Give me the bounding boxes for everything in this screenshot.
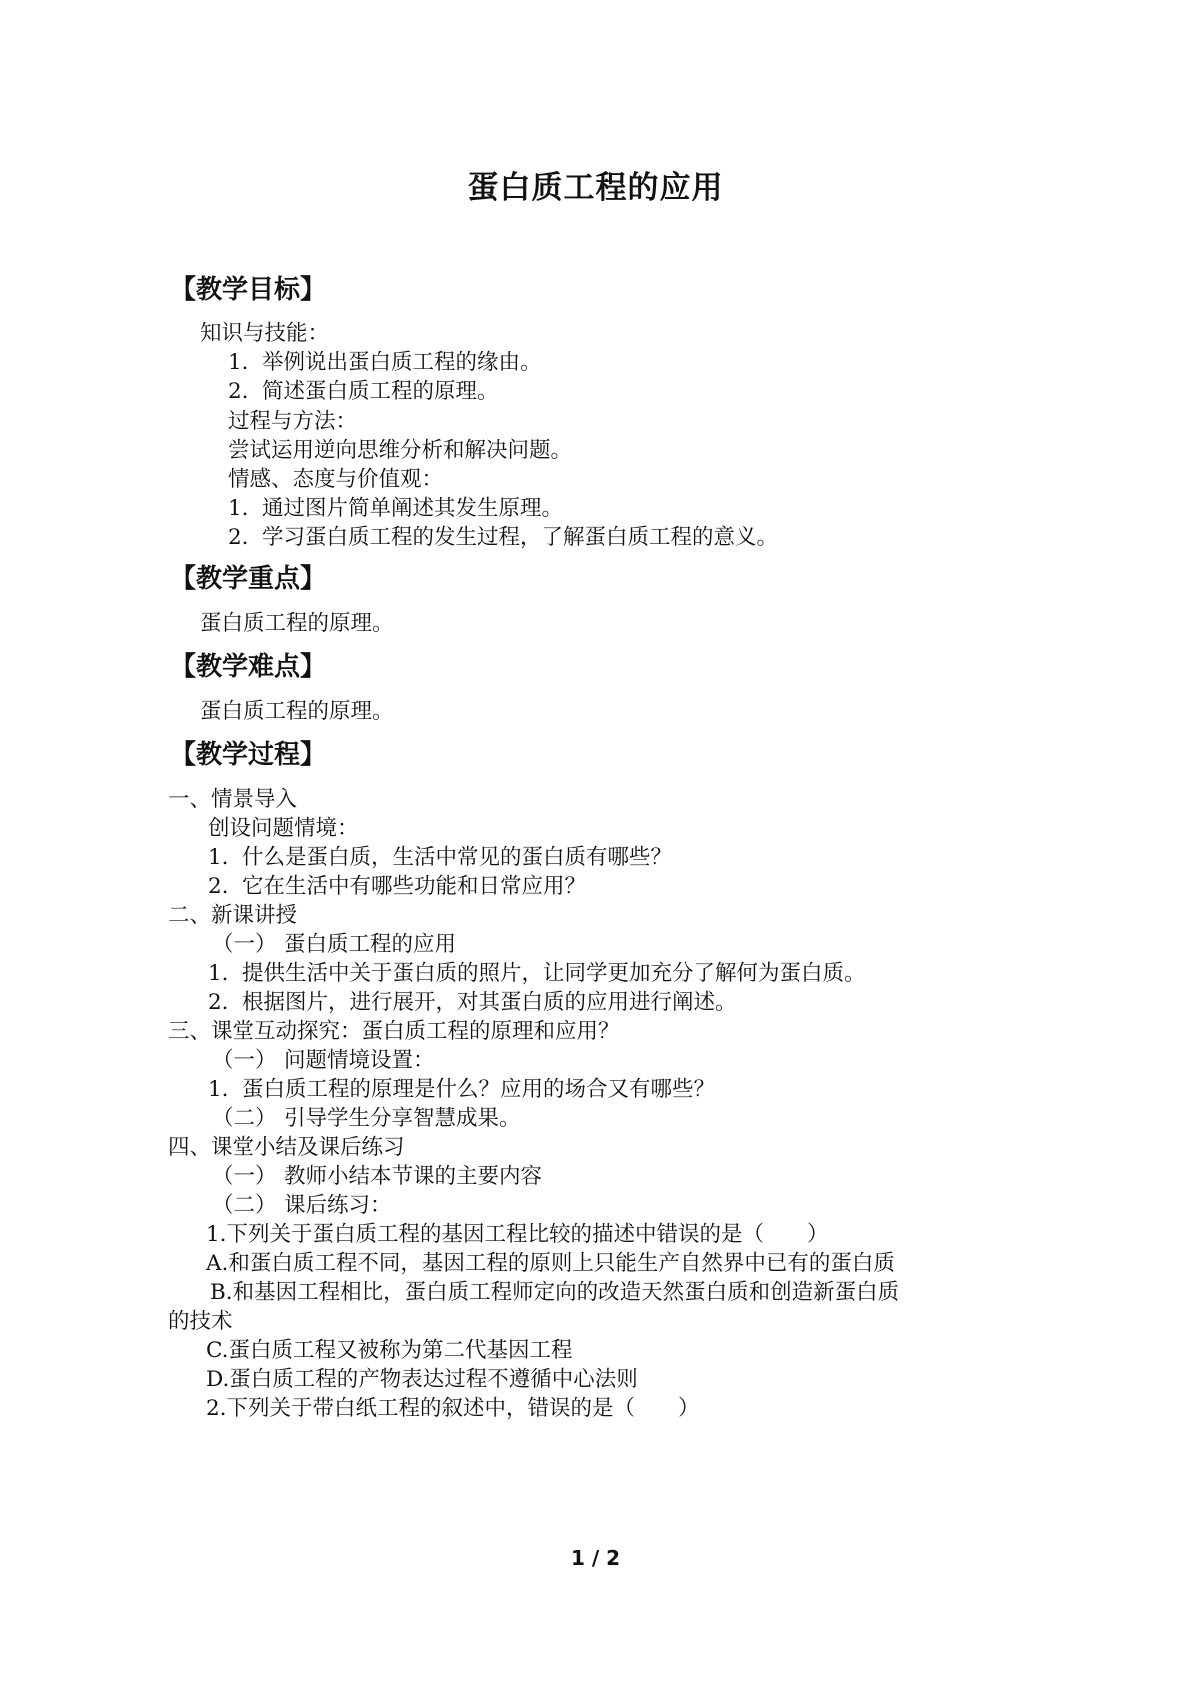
list-item: [208, 1076, 715, 1104]
section-intro: 创设问题情境：: [208, 816, 359, 841]
exercise-option: C.蛋白质工程又被称为第二代基因工程: [206, 1338, 573, 1363]
subsection: [212, 1163, 542, 1191]
subsection-text: 课后练习：: [284, 1193, 392, 1218]
difficulty-heading: 【教学难点】: [170, 652, 327, 682]
section-title: 一、情景导入: [168, 787, 298, 812]
subsection: [212, 1047, 435, 1075]
exercise-question: 1.下列关于蛋白质工程的基因工程比较的描述中错误的是（ ）: [206, 1222, 829, 1247]
item-text: 举例说出蛋白质工程的缘由。: [262, 350, 542, 375]
item-number: 2.: [208, 990, 229, 1015]
item-text: 学习蛋白质工程的发生过程，了解蛋白质工程的意义。: [262, 525, 779, 550]
section-title: 四、课堂小结及课后练习: [168, 1135, 405, 1160]
page-number: 1 / 2: [570, 1546, 621, 1570]
list-item: [208, 873, 586, 901]
process-text: 尝试运用逆向思维分析和解决问题。: [228, 438, 573, 463]
exercise-question: 2.下列关于带白纸工程的叙述中，错误的是（ ）: [206, 1396, 700, 1421]
key-point-text: 蛋白质工程的原理。: [200, 611, 394, 636]
item-number: 1.: [228, 496, 249, 521]
exercise-option: D.蛋白质工程的产物表达过程不遵循中心法则: [206, 1367, 638, 1392]
emotion-item: [228, 495, 563, 523]
item-text: 根据图片，进行展开，对其蛋白质的应用进行阐述。: [242, 990, 737, 1015]
knowledge-item: [228, 378, 499, 406]
page-title: 蛋白质工程的应用: [467, 170, 724, 206]
process-heading: 【教学过程】: [170, 740, 327, 770]
subsection-number: （二）: [212, 1193, 277, 1218]
section-title: 二、新课讲授: [168, 903, 298, 928]
subsection-number: （一）: [212, 1164, 277, 1189]
section-title: 三、课堂互动探究：蛋白质工程的原理和应用？: [168, 1019, 620, 1044]
subsection-text: 问题情境设置：: [284, 1048, 435, 1073]
item-number: 2.: [228, 525, 249, 550]
subsection-text: 蛋白质工程的应用: [284, 932, 457, 957]
item-number: 1.: [208, 1077, 229, 1102]
subsection-text: 教师小结本节课的主要内容: [284, 1164, 543, 1189]
subsection-number: （一）: [212, 932, 277, 957]
exercise-option: A.和蛋白质工程不同，基因工程的原则上只能生产自然界中已有的蛋白质: [206, 1251, 895, 1276]
subsection: [212, 931, 456, 959]
process-label: 过程与方法：: [228, 409, 358, 434]
item-number: 1.: [208, 845, 229, 870]
knowledge-label: 知识与技能：: [200, 321, 330, 346]
item-number: 1.: [228, 350, 249, 375]
emotion-item: [228, 524, 778, 552]
subsection-number: （二）: [212, 1106, 277, 1131]
list-item: [208, 989, 737, 1017]
objectives-heading: 【教学目标】: [170, 275, 327, 305]
item-text: 简述蛋白质工程的原理。: [262, 379, 499, 404]
subsection: [212, 1105, 521, 1133]
item-text: 它在生活中有哪些功能和日常应用？: [242, 874, 587, 899]
item-text: 提供生活中关于蛋白质的照片，让同学更加充分了解何为蛋白质。: [242, 961, 866, 986]
exercise-option-continued: 的技术: [168, 1309, 233, 1334]
list-item: [208, 844, 672, 872]
emotion-label: 情感、态度与价值观：: [228, 467, 444, 492]
item-text: 蛋白质工程的原理是什么？应用的场合又有哪些？: [242, 1077, 716, 1102]
subsection: [212, 1192, 392, 1220]
list-item: [208, 960, 866, 988]
item-text: 通过图片简单阐述其发生原理。: [262, 496, 564, 521]
item-number: 2.: [208, 874, 229, 899]
difficulty-text: 蛋白质工程的原理。: [200, 699, 394, 724]
exercise-option: B.和基因工程相比，蛋白质工程师定向的改造天然蛋白质和创造新蛋白质: [210, 1280, 900, 1305]
item-number: 1.: [208, 961, 229, 986]
item-text: 什么是蛋白质，生活中常见的蛋白质有哪些？: [242, 845, 673, 870]
knowledge-item: [228, 349, 542, 377]
item-number: 2.: [228, 379, 249, 404]
subsection-text: 引导学生分享智慧成果。: [284, 1106, 521, 1131]
key-point-heading: 【教学重点】: [170, 564, 327, 594]
subsection-number: （一）: [212, 1048, 277, 1073]
